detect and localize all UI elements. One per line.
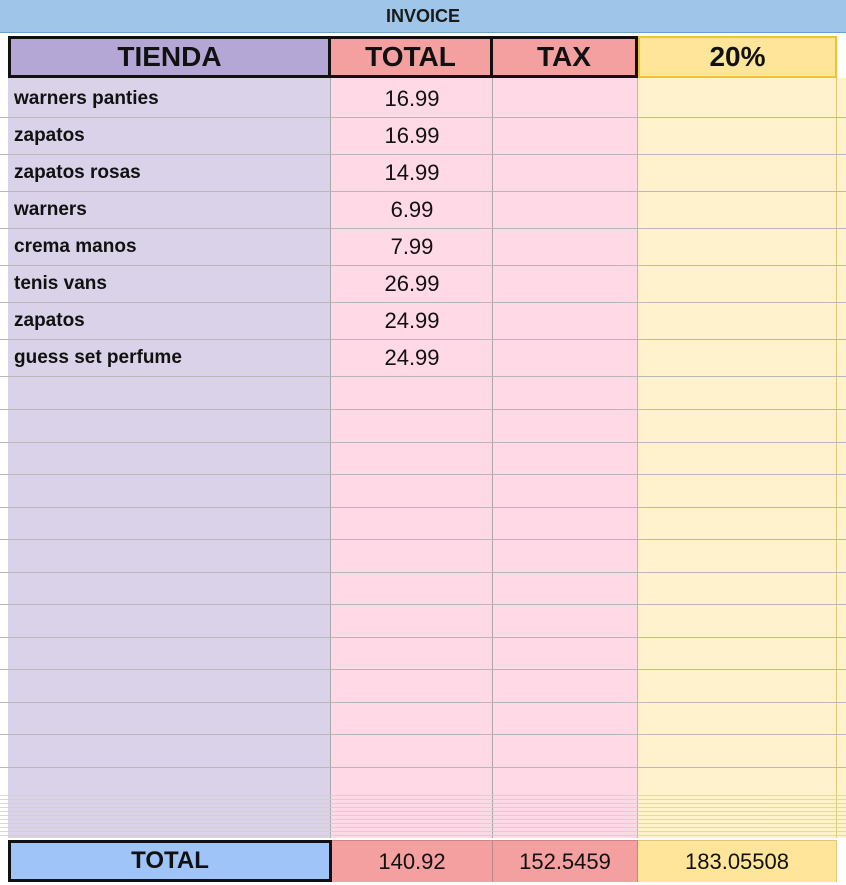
grid-row-line: [0, 637, 846, 638]
grid-row-line: [0, 474, 846, 475]
column-extra: [837, 78, 846, 838]
grid-row-line: [0, 604, 846, 605]
item-label[interactable]: zapatos rosas: [14, 162, 141, 183]
item-total[interactable]: 6.99: [390, 197, 434, 222]
item-total[interactable]: 7.99: [390, 234, 434, 259]
footer-total-value[interactable]: 140.92: [332, 840, 493, 882]
grid-row-line: [0, 767, 846, 768]
column-percent: [638, 78, 837, 838]
item-label[interactable]: guess set perfume: [14, 347, 182, 368]
grid-row-line: [0, 442, 846, 443]
column-tax: [493, 78, 638, 838]
item-total[interactable]: 24.99: [384, 345, 440, 370]
item-label[interactable]: zapatos: [14, 310, 85, 331]
item-total[interactable]: 16.99: [384, 123, 440, 148]
grid-row-line: [0, 669, 846, 670]
footer-total-label[interactable]: TOTAL: [8, 840, 332, 882]
header-tax[interactable]: TAX: [493, 36, 638, 78]
footer-percent-value[interactable]: 183.05508: [638, 840, 837, 882]
item-label[interactable]: warners panties: [14, 88, 159, 109]
grid-row-line: [0, 734, 846, 735]
item-total[interactable]: 16.99: [384, 86, 440, 111]
item-label[interactable]: zapatos: [14, 125, 85, 146]
grid-row-line: [0, 409, 846, 410]
item-label[interactable]: tenis vans: [14, 273, 107, 294]
item-label[interactable]: warners: [14, 199, 87, 220]
invoice-title[interactable]: INVOICE: [0, 0, 846, 33]
header-percent[interactable]: 20%: [638, 36, 837, 78]
grid-row-line: [0, 507, 846, 508]
item-total[interactable]: 14.99: [384, 160, 440, 185]
grid-row-line: [0, 376, 846, 377]
item-total[interactable]: 26.99: [384, 271, 440, 296]
collapsed-rows: [0, 795, 846, 837]
header-total[interactable]: TOTAL: [331, 36, 493, 78]
grid-row-line: [0, 702, 846, 703]
footer-tax-value[interactable]: 152.5459: [493, 840, 638, 882]
item-total[interactable]: 24.99: [384, 308, 440, 333]
grid-row-line: [0, 572, 846, 573]
header-tienda[interactable]: TIENDA: [8, 36, 331, 78]
column-left-margin: [0, 78, 8, 838]
grid-row-line: [0, 539, 846, 540]
item-label[interactable]: crema manos: [14, 236, 137, 257]
